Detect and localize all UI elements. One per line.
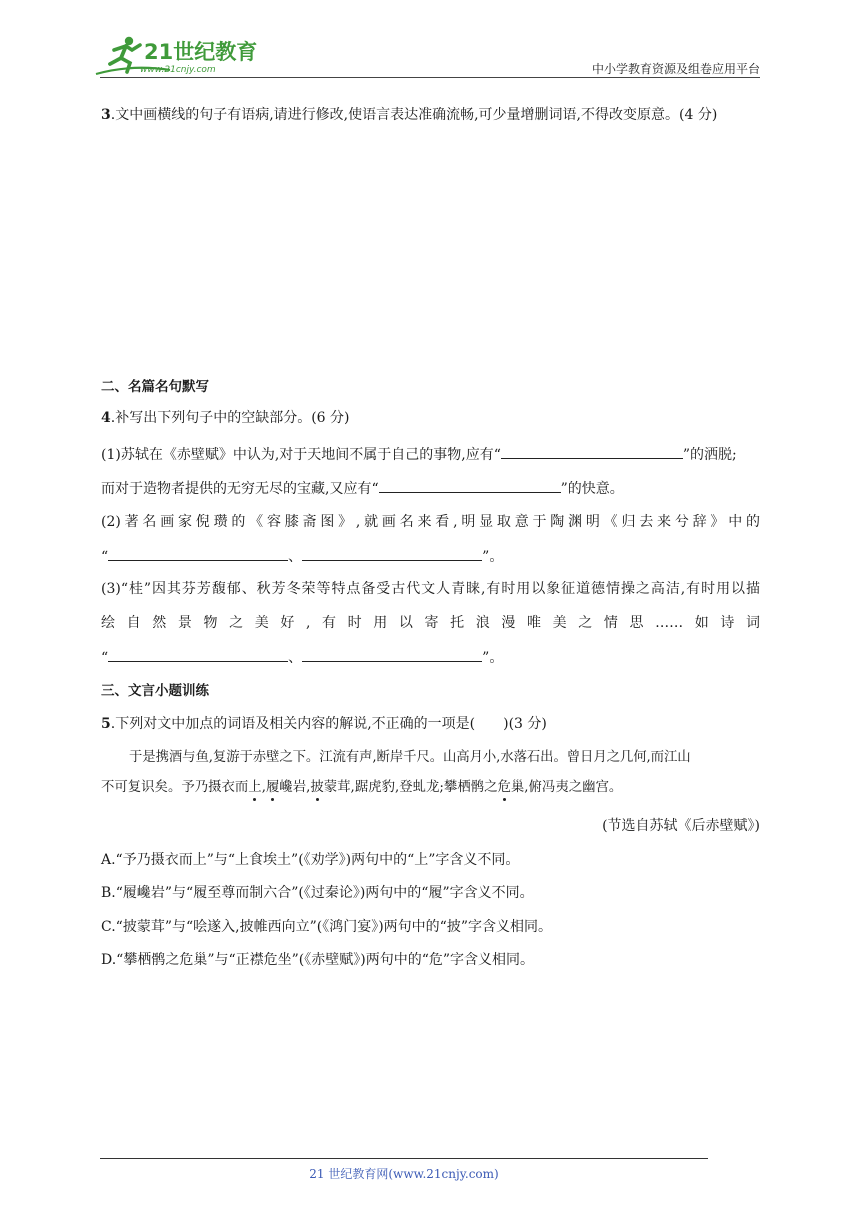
text-span: 、 [288, 650, 303, 666]
q4-part3-line3 [101, 647, 760, 668]
dotted-word: 披 [310, 780, 324, 795]
text-span: ”。 [482, 549, 504, 565]
question-number: 3 [101, 107, 111, 123]
q4-part3-line2: 绘自然景物之美好,有时用以寄托浪漫唯美之情思……如诗词 [101, 615, 760, 631]
footer-divider [100, 1158, 708, 1159]
option-c: C.“披蒙茸”与“哙遂入,披帷西向立”(《鸿门宴》)两句中的“披”字含义相同。 [101, 919, 552, 935]
text-span: ”的快意。 [560, 481, 624, 497]
question-text: .文中画横线的句子有语病,请进行修改,使语言表达准确流畅,可少量增删词语,不得改变原意。(4 分) [110, 107, 718, 123]
answer-blank[interactable] [501, 444, 683, 459]
question-4 [101, 408, 760, 428]
text-span: (1)苏轼在《赤壁赋》中认为,对于天地间不属于自己的事物,应有“ [101, 447, 501, 463]
dotted-word: 危 [497, 780, 511, 795]
header-platform-text: 中小学教育资源及组卷应用平台 [591, 62, 760, 76]
text-span: “ [101, 549, 109, 565]
option-b: B.“履巉岩”与“履至尊而制六合”(《过秦论》)两句中的“履”字含义不同。 [101, 885, 534, 901]
answer-blank[interactable] [379, 478, 561, 493]
dotted-word: 履 [265, 780, 280, 795]
site-logo [92, 34, 262, 78]
q4-part3-line1: (3)“桂”因其芬芳馥郁、秋芳冬荣等特点备受古代文人青睐,有时用以象征道德情操之高洁,有时用以描 [101, 581, 760, 597]
answer-blank[interactable] [108, 647, 288, 662]
answer-blank[interactable] [302, 647, 482, 662]
passage-line-1: 于是携酒与鱼,复游于赤壁之下。江流有声,断岸千尺。山高月小,水落石出。曾日月之几何,而江山 [129, 750, 691, 765]
passage-line-2 [101, 778, 760, 798]
passage-source: (节选自苏轼《后赤壁赋》) [602, 818, 760, 834]
q4-part2-line2 [101, 546, 760, 567]
text-span: ”。 [482, 650, 504, 666]
text-span: 而对于造物者提供的无穷无尽的宝藏,又应有“ [101, 481, 379, 497]
question-text: .补写出下列句子中的空缺部分。(6 分) [110, 410, 350, 426]
q4-part2-line1: (2)著名画家倪瓒的《容膝斋图》,就画名来看,明显取意于陶渊明《归去来兮辞》中的 [101, 514, 760, 530]
question-5 [101, 714, 760, 734]
text-span: 不可复识矣。予乃摄衣而 [101, 780, 249, 795]
text-span: 蒙茸,踞虎豹,登虬龙;攀栖鹘之 [323, 780, 498, 795]
q4-part1-line1 [101, 444, 760, 465]
option-d: D.“攀栖鹘之危巢”与“正襟危坐”(《赤壁赋》)两句中的“危”字含义相同。 [101, 952, 535, 968]
text-span: “ [101, 650, 109, 666]
dotted-word: 上 [248, 780, 262, 795]
question-number: 4 [101, 410, 111, 426]
text-span: 巢,俯冯夷之幽宫。 [510, 780, 623, 795]
q4-part1-line2 [101, 478, 760, 499]
footer-text[interactable]: 21 世纪教育网(www.21cnjy.com) [309, 1167, 499, 1181]
text-span: ”的洒脱; [682, 447, 737, 463]
answer-blank[interactable] [302, 546, 482, 561]
text-span: 、 [288, 549, 303, 565]
logo-text: 21世纪教育 [144, 40, 258, 64]
question-3 [101, 105, 760, 125]
header-divider [100, 77, 760, 78]
answer-blank[interactable] [108, 546, 288, 561]
text-span: , [261, 780, 266, 795]
section-title-2: 二、名篇名句默写 [101, 379, 209, 395]
option-a: A.“予乃摄衣而上”与“上食埃土”(《劝学》)两句中的“上”字含义不同。 [101, 852, 520, 868]
question-text: .下列对文中加点的词语及相关内容的解说,不正确的一项是( )(3 分) [110, 716, 547, 732]
logo-url: www.21cnjy.com [140, 65, 216, 75]
text-span: 巉岩, [279, 780, 311, 795]
question-number: 5 [101, 716, 111, 732]
section-title-3: 三、文言小题训练 [101, 683, 209, 699]
